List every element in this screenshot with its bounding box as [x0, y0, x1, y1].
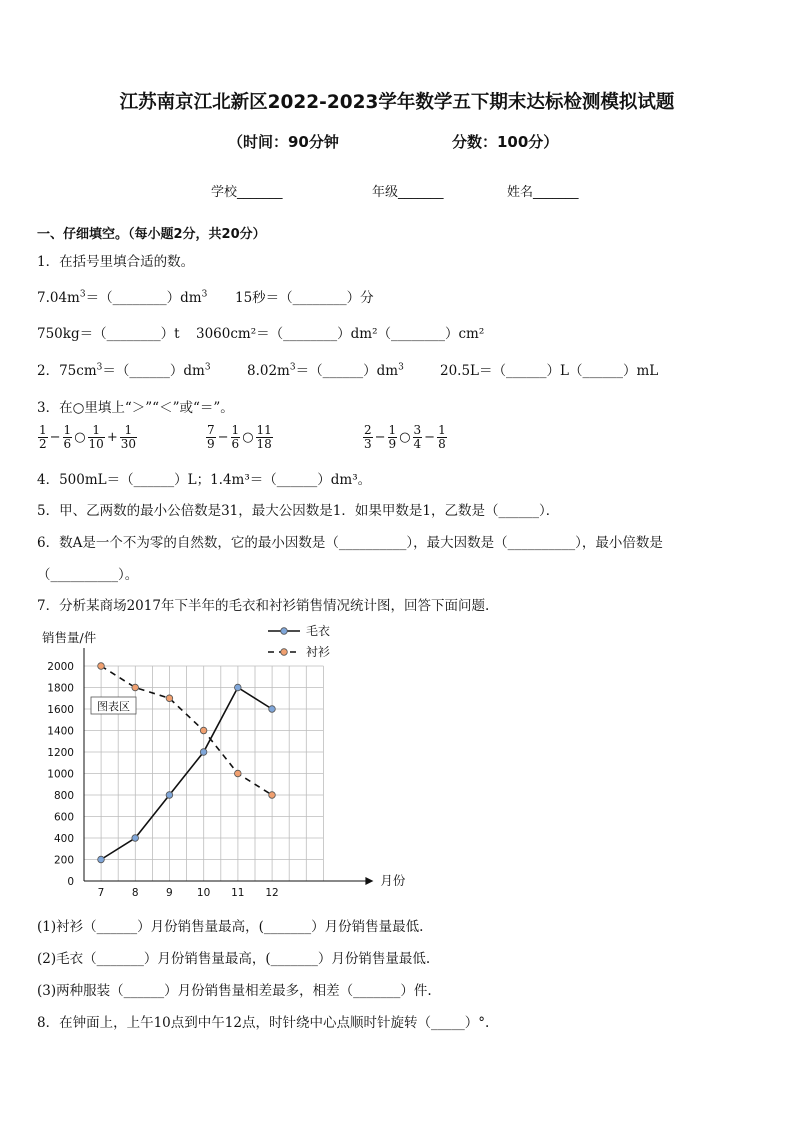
q6-line-2: （__________）。 [37, 567, 139, 583]
section-heading: 一、仔细填空。（每小题2分，共20分） [37, 227, 266, 242]
x-tick-label: 7 [97, 887, 105, 899]
q1-b1: 750kg＝（________）t [37, 326, 180, 342]
y-tick-label: 1200 [47, 747, 74, 759]
q7-sub-3: (3)两种服装（______）月份销售量相差最多，相差（_______）件. [37, 983, 432, 999]
q3-expr-2: $\frac{7}{9}$ − $\frac{1}{6}$ ○ $\frac{11}{18}$ [207, 423, 272, 451]
legend-marker-2 [281, 649, 288, 656]
q5: 5．甲、乙两数的最小公倍数是31，最大公因数是1．如果甲数是1，乙数是（______）． [37, 503, 560, 519]
y-tick-label: 1800 [47, 682, 74, 695]
q2-a: 2．$75cm^3=(\_\_\_\_\_\_)dm^3$ [37, 362, 211, 379]
q1-a1: $7.04m^3=(\_\_\_\_\_\_\_\_)dm^3$ [37, 289, 208, 306]
exam-score: 分数：100分） [452, 133, 559, 151]
y-tick-label: 0 [67, 876, 74, 888]
legend-marker-1 [281, 628, 288, 635]
data-point-series-1 [235, 684, 242, 691]
data-point-series-1 [166, 792, 173, 799]
y-tick-label: 1600 [47, 704, 74, 716]
q7-sub-1: (1)衬衫（______）月份销售量最高，(_______）月份销售量最低. [37, 919, 424, 935]
y-tick-label: 800 [53, 790, 74, 802]
data-point-series-1 [98, 856, 105, 863]
name-field: 姓名_______ [507, 185, 579, 200]
sales-line-chart [30, 616, 406, 906]
q6-line-1: 6．数A是一个不为零的自然数，它的最小因数是（__________），最大因数是（__________），最小倍数是 [37, 535, 663, 551]
plot-area-label: 图表区 [97, 700, 130, 713]
x-tick-label: 10 [196, 887, 211, 899]
q3-stem: 3．在○里填上“＞”“＜”或“＝”。 [37, 400, 234, 416]
data-point-series-1 [132, 835, 139, 842]
legend-label-1: 毛衣 [306, 624, 331, 638]
data-point-series-2 [269, 792, 276, 799]
exam-title: 江苏南京江北新区2022-2023学年数学五下期末达标检测模拟试题 [119, 92, 675, 113]
y-tick-label: 400 [53, 833, 74, 845]
x-tick-label: 8 [131, 887, 139, 899]
q1-b2: 3060cm²＝（________）dm²（________）cm² [196, 326, 485, 342]
x-tick-label: 12 [265, 887, 279, 899]
q2-b: $8.02m^3=(\_\_\_\_\_\_)dm^3$ [247, 362, 404, 379]
data-point-series-2 [132, 684, 139, 691]
q4: 4．500mL＝（______）L；1.4m³＝（______）dm³。 [37, 472, 372, 488]
y-tick-label: 1000 [47, 768, 74, 781]
data-point-series-2 [200, 727, 207, 734]
y-axis-title: 销售量/件 [42, 630, 97, 645]
legend-label-2: 衬衫 [306, 645, 331, 659]
y-tick-label: 200 [53, 854, 74, 867]
y-tick-label: 1400 [47, 725, 74, 738]
y-tick-label: 2000 [47, 661, 74, 673]
grade-field: 年级_______ [372, 185, 444, 200]
x-tick-label: 9 [166, 887, 173, 899]
q1-stem: 1．在括号里填合适的数。 [37, 254, 195, 270]
data-point-series-1 [269, 706, 276, 713]
q1-a2: 15秒＝（________）分 [235, 290, 374, 306]
x-axis-title: 月份 [380, 873, 406, 888]
data-point-series-2 [98, 663, 105, 670]
exam-time: （时间：90分钟 [228, 133, 339, 151]
school-field: 学校_______ [211, 185, 283, 200]
q8: 8．在钟面上，上午10点到中午12点，时针绕中心点顺时针旋转（_____）°. [37, 1015, 490, 1031]
q7-stem: 7．分析某商场2017年下半年的毛衣和衬衫销售情况统计图，回答下面问题. [37, 598, 490, 614]
x-axis-arrow [365, 877, 373, 885]
data-point-series-2 [235, 770, 242, 777]
data-point-series-1 [200, 749, 207, 756]
x-tick-label: 11 [231, 887, 245, 899]
y-tick-label: 600 [53, 811, 74, 824]
q3-expr-1: $\frac{1}{2}$ − $\frac{1}{6}$ ○ $\frac{1}{10}$ + $\frac{1}{30}$ [39, 423, 136, 451]
data-point-series-2 [166, 695, 173, 702]
q2-c: 20.5L＝（______）L（______）mL [440, 363, 659, 379]
q3-expr-3: $\frac{2}{3}$ − $\frac{1}{9}$ ○ $\frac{3}{4}$ − $\frac{1}{8}$ [364, 423, 446, 451]
q7-sub-2: (2)毛衣（_______）月份销售量最高，(_______）月份销售量最低. [37, 951, 431, 967]
